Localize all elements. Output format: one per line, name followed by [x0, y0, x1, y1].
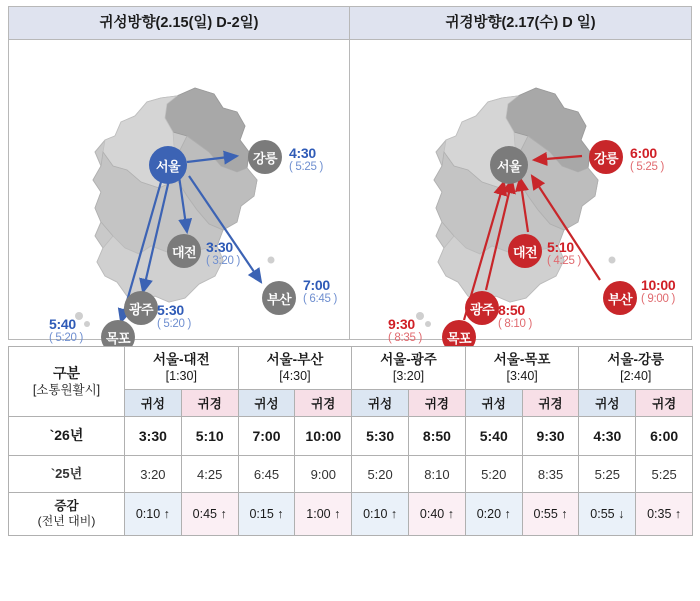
cell-2025-8: 5:25 — [579, 456, 636, 493]
cell-2025-3: 9:00 — [295, 456, 352, 493]
city-bubble-seoul-return: 서울 — [490, 146, 528, 184]
cell-2025-7: 8:35 — [522, 456, 579, 493]
header-group-range-2: [3:20] — [392, 368, 425, 383]
subheader-ret-3: 귀경 — [522, 390, 579, 417]
cell-change-4: 0:10 ↑ — [352, 493, 409, 536]
time-prev-gangneung-departure: ( 5:25 ) — [289, 161, 324, 173]
cell-2026-5: 8:50 — [409, 417, 466, 456]
cell-2026-7: 9:30 — [522, 417, 579, 456]
city-bubble-daejeon-departure: 대전 — [167, 234, 201, 268]
map-body-departure — [9, 40, 349, 346]
header-group-name-0: 서울-대전 — [152, 351, 210, 367]
cell-2025-9: 5:25 — [636, 456, 693, 493]
header-division — [9, 347, 125, 417]
city-bubble-busan-return: 부산 — [603, 281, 637, 315]
time-value-mokpo-return: 9:30 — [388, 316, 415, 332]
time-label-mokpo-departure — [49, 316, 83, 344]
cell-2025-6: 5:20 — [465, 456, 522, 493]
city-bubble-gangneung-return: 강릉 — [589, 140, 623, 174]
city-bubble-daejeon-return: 대전 — [508, 234, 542, 268]
cell-2025-0: 3:20 — [125, 456, 182, 493]
time-label-daejeon-departure — [206, 239, 240, 267]
header-division-label: 구분 — [52, 365, 81, 382]
cell-change-0: 0:10 ↑ — [125, 493, 182, 536]
cell-2026-4: 5:30 — [352, 417, 409, 456]
time-value-busan-return: 10:00 — [641, 277, 676, 293]
subheader-ret-4: 귀경 — [636, 390, 693, 417]
time-label-gangneung-departure — [289, 145, 323, 173]
korea-map-return — [350, 40, 691, 340]
subheader-ret-0: 귀경 — [181, 390, 238, 417]
header-group-name-4: 서울-강릉 — [607, 351, 665, 367]
row-label-2026: `26년 — [9, 417, 125, 456]
city-bubble-gwangju-return: 광주 — [465, 291, 499, 325]
time-prev-mokpo-departure: ( 5:20 ) — [49, 332, 84, 344]
cell-change-6: 0:20 ↑ — [465, 493, 522, 536]
city-bubble-gangneung-departure: 강릉 — [248, 140, 282, 174]
cell-change-2: 0:15 ↑ — [238, 493, 295, 536]
cell-change-5: 0:40 ↑ — [409, 493, 466, 536]
travel-time-table-wrap — [8, 346, 692, 536]
cell-2026-3: 10:00 — [295, 417, 352, 456]
cell-2026-8: 4:30 — [579, 417, 636, 456]
time-label-gwangju-departure — [157, 302, 191, 330]
cell-change-7: 0:55 ↑ — [522, 493, 579, 536]
time-prev-gwangju-departure: ( 5:20 ) — [157, 318, 192, 330]
time-prev-busan-return: ( 9:00 ) — [641, 293, 676, 305]
header-group-range-0: [1:30] — [165, 368, 197, 383]
header-group-name-1: 서울-부산 — [266, 351, 324, 367]
header-group-name-2: 서울-광주 — [380, 351, 437, 367]
cell-change-1: 0:45 ↑ — [181, 493, 238, 536]
time-prev-mokpo-return: ( 8:35 ) — [388, 332, 423, 344]
time-value-gwangju-departure: 5:30 — [157, 302, 184, 318]
time-value-gangneung-departure: 4:30 — [289, 145, 316, 161]
row-label-2025: `25년 — [9, 456, 125, 493]
cell-change-8: 0:55 ↓ — [579, 493, 636, 536]
subheader-go-4: 귀성 — [579, 390, 636, 417]
panel-title-return: 귀경방향(2.17(수) D 일) — [350, 7, 691, 40]
time-value-mokpo-departure: 5:40 — [49, 316, 76, 332]
map-panel-return — [350, 7, 691, 346]
cell-2025-1: 4:25 — [181, 456, 238, 493]
travel-time-table — [8, 346, 693, 536]
time-value-busan-departure: 7:00 — [303, 277, 330, 293]
time-prev-busan-departure: ( 6:45 ) — [303, 293, 338, 305]
time-value-gwangju-return: 8:50 — [498, 302, 525, 318]
panel-title-departure: 귀성방향(2.15(일) D-2일) — [9, 7, 349, 40]
row-label-change-sub: (전년 대비) — [37, 514, 96, 529]
time-label-daejeon-return — [547, 239, 581, 267]
row-label-change-main: 증감 — [54, 498, 79, 513]
header-group-seoul-gwangju — [352, 347, 466, 390]
cell-2026-6: 5:40 — [465, 417, 522, 456]
cell-2025-5: 8:10 — [409, 456, 466, 493]
map-panel-departure — [9, 7, 350, 346]
subheader-go-1: 귀성 — [238, 390, 295, 417]
subheader-go-2: 귀성 — [352, 390, 409, 417]
city-bubble-seoul-departure: 서울 — [149, 146, 187, 184]
time-label-busan-return — [641, 277, 675, 305]
header-group-seoul-mokpo — [465, 347, 579, 390]
map-body-return — [350, 40, 691, 346]
table-header-row-groups — [9, 347, 693, 390]
header-division-sub: [소통원활시] — [32, 383, 101, 398]
time-label-gwangju-return — [498, 302, 532, 330]
row-label-change — [9, 493, 125, 536]
cell-2026-2: 7:00 — [238, 417, 295, 456]
time-prev-gangneung-return: ( 5:25 ) — [630, 161, 665, 173]
cell-change-3: 1:00 ↑ — [295, 493, 352, 536]
header-group-range-3: [3:40] — [506, 368, 538, 383]
cell-2026-1: 5:10 — [181, 417, 238, 456]
city-bubble-mokpo-return: 목포 — [442, 320, 476, 354]
time-prev-gwangju-return: ( 8:10 ) — [498, 318, 533, 330]
time-prev-daejeon-departure: ( 3:20 ) — [206, 255, 241, 267]
time-value-gangneung-return: 6:00 — [630, 145, 657, 161]
city-bubble-gwangju-departure: 광주 — [124, 291, 158, 325]
subheader-go-3: 귀성 — [465, 390, 522, 417]
korea-map-departure — [9, 40, 350, 340]
map-panels — [8, 6, 692, 346]
cell-2026-0: 3:30 — [125, 417, 182, 456]
city-bubble-mokpo-departure: 목포 — [101, 320, 135, 354]
subheader-ret-1: 귀경 — [295, 390, 352, 417]
header-group-range-1: [4:30] — [279, 368, 311, 383]
time-prev-daejeon-return: ( 4:25 ) — [547, 255, 582, 267]
header-group-name-3: 서울-목포 — [493, 351, 551, 367]
header-group-seoul-daejeon — [125, 347, 239, 390]
header-group-range-4: [2:40] — [620, 368, 652, 383]
cell-2025-4: 5:20 — [352, 456, 409, 493]
city-bubble-busan-departure: 부산 — [262, 281, 296, 315]
time-value-daejeon-departure: 3:30 — [206, 239, 233, 255]
cell-2026-9: 6:00 — [636, 417, 693, 456]
time-label-busan-departure — [303, 277, 337, 305]
cell-2025-2: 6:45 — [238, 456, 295, 493]
header-group-seoul-busan — [238, 347, 352, 390]
time-label-gangneung-return — [630, 145, 664, 173]
subheader-ret-2: 귀경 — [409, 390, 466, 417]
time-value-daejeon-return: 5:10 — [547, 239, 574, 255]
cell-change-9: 0:35 ↑ — [636, 493, 693, 536]
time-label-mokpo-return — [388, 316, 422, 344]
subheader-go-0: 귀성 — [125, 390, 182, 417]
header-group-seoul-gangneung — [579, 347, 693, 390]
table-row — [9, 456, 693, 493]
table-row — [9, 417, 693, 456]
table-row — [9, 493, 693, 536]
